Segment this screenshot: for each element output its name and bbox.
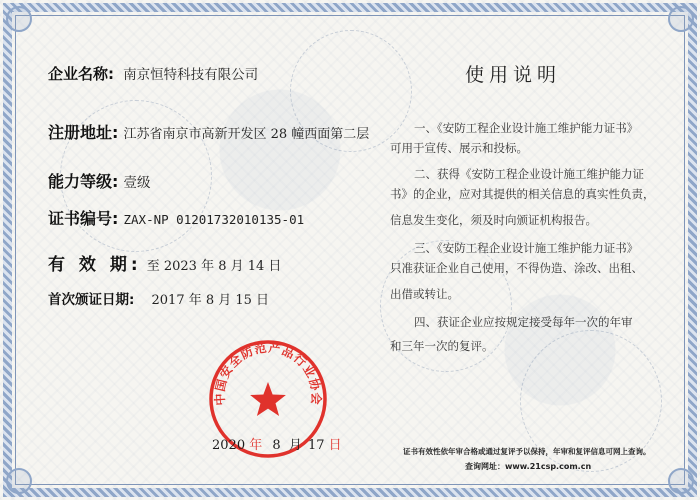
issue-year-unit: 年 <box>249 438 263 453</box>
cert-number-row <box>48 206 304 229</box>
level-label: 能力等级: <box>48 172 119 191</box>
instruction-line: 书》的企业，应对其提供的相关信息的真实性负责， <box>390 187 655 201</box>
instruction-line: 可用于宣传、展示和投标。 <box>390 141 528 155</box>
footer-validity-note: 证书有效性依年审合格或通过复评予以保持，年审和复评信息可网上查询。 <box>403 447 651 456</box>
first-issue-row <box>48 288 269 308</box>
instructions-title: 使用说明 <box>465 64 562 86</box>
level-row <box>48 169 151 192</box>
instructions-block <box>390 118 655 356</box>
company-row <box>48 63 258 84</box>
level-value: 壹级 <box>123 175 151 191</box>
cert-number-value: ZAX-NP 01201732010135-01 <box>123 212 305 227</box>
issue-month-unit: 月 <box>288 438 302 453</box>
validity-value: 至 2023 年 8 月 14 日 <box>146 259 282 274</box>
cert-number-label: 证书编号: <box>48 209 119 228</box>
issue-date <box>212 434 342 453</box>
issue-day: 17 <box>307 438 325 453</box>
footer-website: 查询网址：www.21csp.com.cn <box>465 462 592 471</box>
corner-ornament <box>6 6 32 32</box>
instruction-line: 信息发生变化，须及时向颁证机构报告。 <box>390 213 597 227</box>
address-value: 江苏省南京市高新开发区 28 幢西面第二层 <box>123 127 370 142</box>
first-issue-label: 首次颁证日期: <box>48 292 135 308</box>
first-issue-value: 2017 年 8 月 15 日 <box>151 293 270 308</box>
issue-year: 2020 <box>212 438 246 453</box>
validity-label: 有 效 期: <box>48 255 142 275</box>
instruction-line: 二、获得《安防工程企业设计施工维护能力证 <box>414 167 644 181</box>
company-value: 南京恒特科技有限公司 <box>123 67 259 83</box>
instruction-line: 只准获证企业自己使用，不得伪造、涂改、出租、 <box>390 261 643 275</box>
seal-org-textpath: 中国安全防范产品行业协会 <box>212 340 324 406</box>
instruction-line: 三、《安防工程企业设计施工维护能力证书》 <box>414 241 639 255</box>
company-label: 企业名称: <box>48 65 114 83</box>
issue-month: 8 <box>272 438 281 453</box>
instruction-line: 四、获证企业应按规定接受每年一次的年审 <box>414 315 633 329</box>
instruction-line: 一、《安防工程企业设计施工维护能力证书》 <box>414 121 639 135</box>
corner-ornament <box>668 6 694 32</box>
corner-ornament <box>668 468 694 494</box>
validity-row <box>48 250 281 275</box>
instruction-line: 出借或转让。 <box>390 287 459 301</box>
address-label: 注册地址: <box>48 123 119 142</box>
corner-ornament <box>6 468 32 494</box>
address-row <box>48 120 369 143</box>
instruction-line: 和三年一次的复评。 <box>390 339 494 353</box>
seal-star-icon <box>250 382 286 416</box>
issue-day-unit: 日 <box>328 438 342 453</box>
